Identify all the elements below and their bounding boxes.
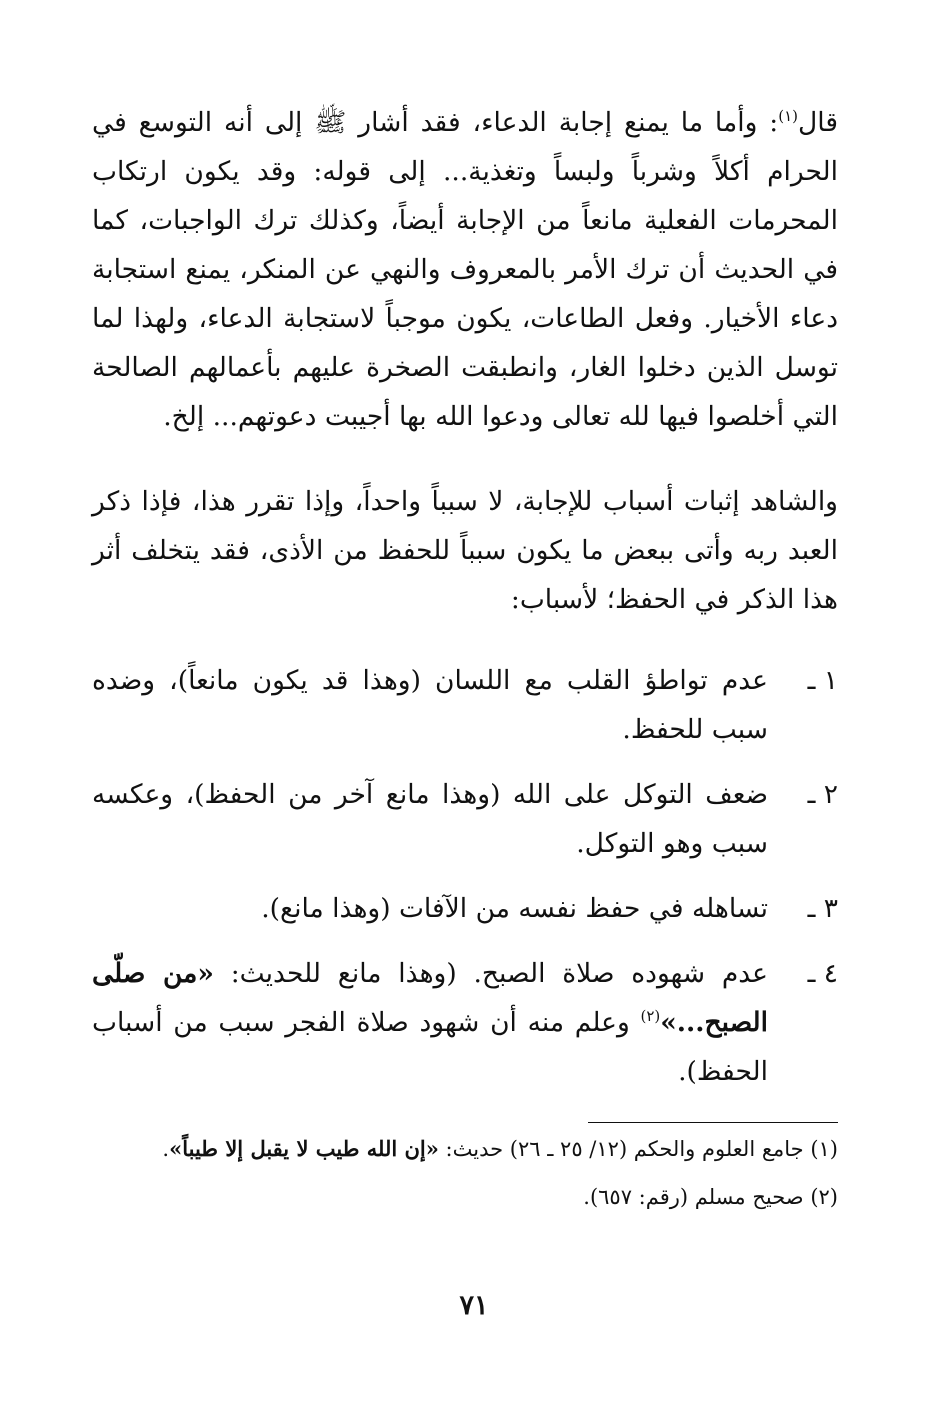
list-item: [92, 949, 838, 1096]
list-item: [92, 884, 838, 933]
footnote-text: جامع العلوم والحكم (١٢/ ٢٥ ـ ٢٦) حديث:: [438, 1137, 811, 1161]
footnote-text: صحيح مسلم (رقم: ٦٥٧).: [583, 1185, 811, 1209]
item4-text-before: عدم شهوده صلاة الصبح. (وهذا مانع للحديث:: [213, 958, 768, 989]
list-item: [92, 656, 838, 754]
footnote-bold-hadith: «إن الله طيب لا يقبل إلا طيباً»: [169, 1136, 439, 1161]
footnote-1: [92, 1131, 838, 1167]
reasons-list: [92, 656, 838, 1096]
list-item-text: ضعف التوكل على الله (وهذا مانع آخر من الحفظ)، وعكسه سبب وهو التوكل.: [92, 779, 768, 859]
list-item-text: [92, 949, 768, 1096]
footnote-separator: [588, 1122, 838, 1123]
page-number: ٧١: [459, 1290, 489, 1321]
item4-text-after: وعلم منه أن شهود صلاة الفجر سبب من أسباب الحفظ).: [92, 1007, 768, 1087]
footnote-marker: (٢): [810, 1185, 838, 1209]
quote-lead: قال: [798, 107, 838, 138]
quote-text: : وأما ما يمنع إجابة الدعاء، فقد أشار ﷺ إلى أنه التوسع في الحرام أكلاً وشرباً ولبساً وتغذية... إلى قوله: وقد يكون ارتكاب المحرمات الفعلية مانعاً من الإجابة أيضاً، وكذلك ترك الواجبات، كما في الحديث أن ترك الأمر بالمعروف والنهي عن المنكر، يمنع استجابة دعاء الأخيار. وفعل الطاعات، يكون موجباً لاستجابة الدعاء، ولهذا لما توسل الذين دخلوا الغار، وانطبقت الصخرة عليهم بأعمالهم الصالحة التي أخلصوا فيها لله تعالى ودعوا الله بها أجيبت دعوتهم... إلخ.: [92, 107, 838, 432]
list-item-number: ٢ ـ: [807, 779, 838, 810]
list-item-number: ٣ ـ: [807, 893, 838, 924]
list-item-number: ٤ ـ: [807, 958, 838, 989]
footnote-end: .: [162, 1137, 170, 1161]
footnote-separator-wrap: [92, 1122, 838, 1123]
list-item-number: ١ ـ: [807, 665, 838, 696]
list-item-text: عدم تواطؤ القلب مع اللسان (وهذا قد يكون مانعاً)، وضده سبب للحفظ.: [92, 665, 768, 745]
footnote-ref-1[interactable]: (١): [778, 107, 798, 126]
paragraph-quote: [92, 98, 838, 441]
list-item: [92, 770, 838, 868]
footnote-2: [92, 1179, 838, 1215]
list-item-text: تساهله في حفظ نفسه من الآفات (وهذا مانع).: [261, 893, 768, 924]
hadith-quote: «من صلّى الصبح...»: [92, 958, 768, 1038]
footnote-marker: (١): [810, 1137, 838, 1161]
footnote-ref-2[interactable]: (٢): [640, 1007, 661, 1026]
paragraph-evidence: والشاهد إثبات أسباب للإجابة، لا سبباً واحداً، وإذا تقرر هذا، فإذا ذكر العبد ربه وأتى ببعض ما يكون سبباً للحفظ من الأذى، فقد يتخلف أثر هذا الذكر في الحفظ؛ لأسباب:: [92, 486, 838, 615]
